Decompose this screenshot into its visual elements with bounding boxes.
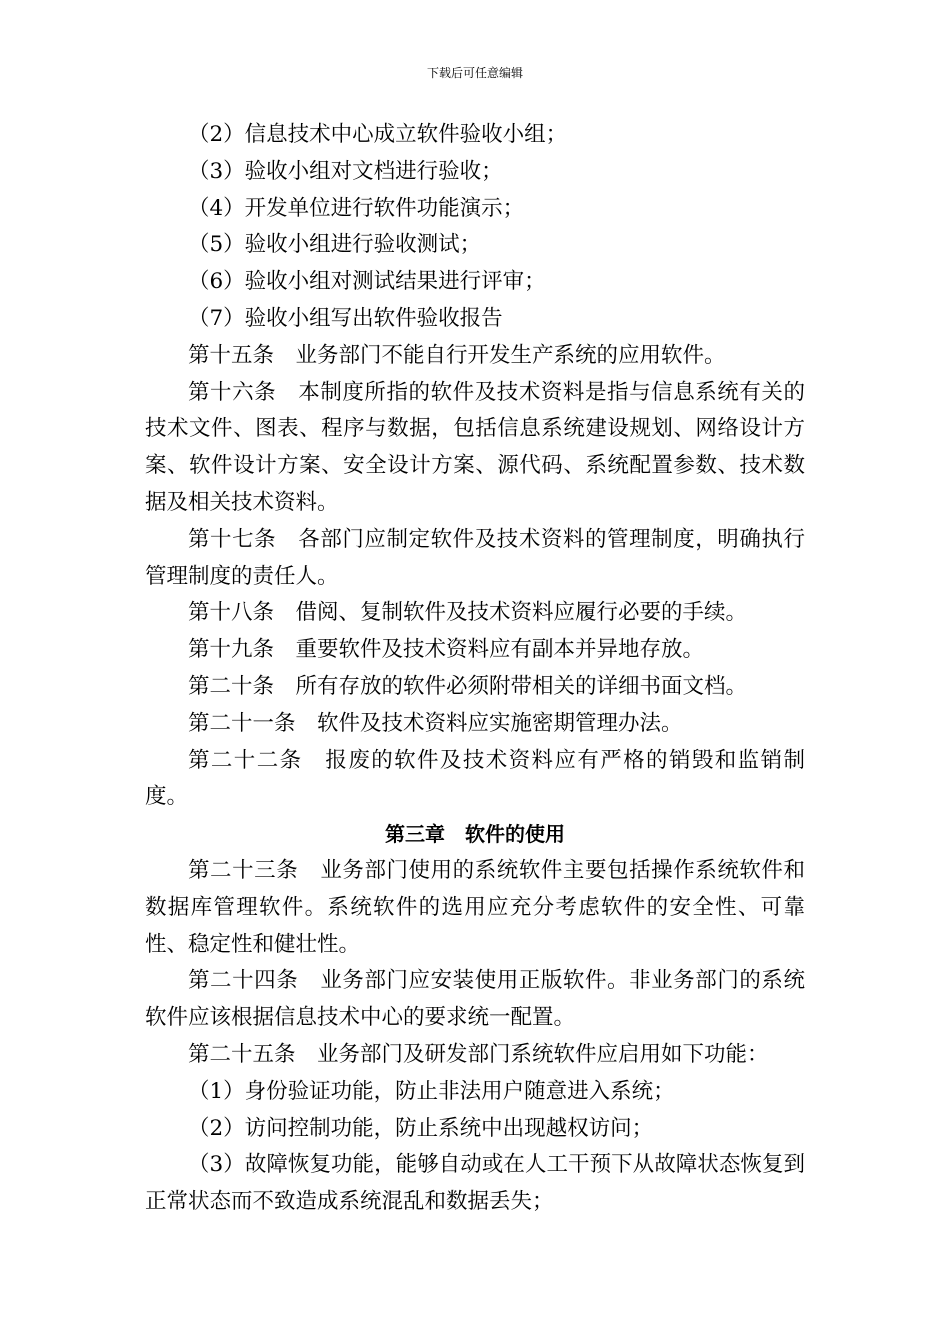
article-text: 借阅、复制软件及技术资料应履行必要的手续。 [295, 600, 748, 626]
list-item: （3）故障恢复功能，能够自动或在人工干预下从故障状态恢复到正常状态而不致造成系统混乱和数据丢失； [145, 1152, 805, 1215]
article-text: 业务部门不能自行开发生产系统的应用软件。 [295, 342, 726, 368]
article-title: 第二十二条 [188, 747, 303, 773]
article-22 [145, 743, 805, 817]
article-23 [145, 853, 805, 963]
article-title: 第二十五条 [188, 1041, 296, 1067]
article-title: 第十八条 [188, 600, 275, 626]
list-item: （2）信息技术中心成立软件验收小组； [188, 122, 568, 147]
list-item: （5）验收小组进行验收测试； [188, 232, 482, 258]
list-item: （1）身份验证功能，防止非法用户随意进入系统； [188, 1078, 675, 1104]
article-25 [145, 1037, 805, 1074]
article-title: 第十六条 [188, 379, 277, 405]
article-text: 业务部门使用的系统软件主要包括操作系统软件和数据库管理软件。系统软件的选用应充分考虑软件的安全性、可靠性、稳定性和健壮性。 [145, 857, 805, 957]
article-text: 报废的软件及技术资料应有严格的销毁和监销制度。 [145, 747, 805, 810]
article-text: 业务部门及研发部门系统软件应启用如下功能： [317, 1041, 769, 1067]
article-20 [145, 669, 805, 706]
article-16 [145, 375, 805, 522]
article-17 [145, 522, 805, 596]
list-item: （7）验收小组写出软件验收报告 [188, 305, 503, 331]
article-text: 各部门应制定软件及技术资料的管理制度，明确执行管理制度的责任人。 [145, 526, 805, 589]
article-text: 业务部门应安装使用正版软件。非业务部门的系统软件应该根据信息技术中心的要求统一配置。 [145, 968, 805, 1031]
article-text: 软件及技术资料应实施密期管理办法。 [317, 710, 683, 736]
list-item: （6）验收小组对测试结果进行评审； [188, 269, 546, 295]
article-text: 重要软件及技术资料应有副本并异地存放。 [295, 637, 705, 663]
list-item: （4）开发单位进行软件功能演示； [188, 195, 525, 221]
article-text: 本制度所指的软件及技术资料是指与信息系统有关的技术文件、图表、程序与数据，包括信息系统建设规划、网络设计方案、软件设计方案、安全设计方案、源代码、系统配置参数、技术数据及相关技术资料。 [145, 379, 805, 515]
article-18 [145, 595, 805, 632]
article-title: 第二十三条 [188, 857, 299, 883]
article-19 [145, 632, 805, 669]
article-title: 第二十四条 [188, 968, 299, 994]
article-24 [145, 963, 805, 1037]
article-title: 第十九条 [188, 637, 275, 663]
article-15 [145, 338, 805, 375]
list-item: （2）访问控制功能，防止系统中出现越权访问； [188, 1115, 654, 1141]
article-title: 第十七条 [188, 526, 277, 552]
article-21 [145, 706, 805, 743]
list-item: （3）验收小组对文档进行验收； [188, 158, 503, 184]
article-title: 第二十条 [188, 673, 275, 699]
article-title: 第十五条 [188, 342, 275, 368]
page-header: 下载后可任意编辑 [426, 66, 523, 80]
article-text: 所有存放的软件必须附带相关的详细书面文档。 [295, 673, 748, 699]
document-body [145, 117, 805, 1221]
chapter-heading: 第三章 软件的使用 [385, 822, 565, 847]
article-title: 第二十一条 [188, 710, 296, 736]
